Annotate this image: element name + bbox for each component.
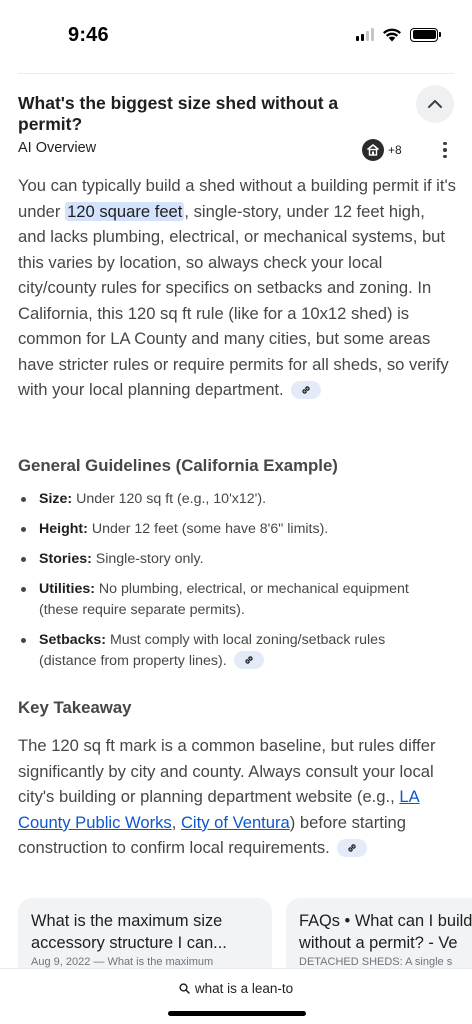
city-of-ventura-link[interactable]: City of Ventura bbox=[180, 812, 290, 832]
item-term: Height: bbox=[39, 521, 88, 537]
summary-text-2: , single-story, under 12 feet high, and lacks plumbing, electrical, or mechanical systems, but this varies by location, so always check your local city/county rules for specifics on setbacks and zoning. In California, this 120 sq ft rule (like for a 10x12 shed) is common for LA County and many cities, but some areas have stricter rules or require permits for all sheds, so verify with your local planning department. bbox=[18, 201, 449, 399]
list-item bbox=[18, 549, 438, 570]
list-item bbox=[18, 519, 438, 540]
citation-link-icon[interactable] bbox=[234, 651, 264, 669]
collapse-button[interactable] bbox=[416, 85, 454, 123]
item-text: No plumbing, electrical, or mechanical equipment (these require separate permits). bbox=[39, 581, 409, 618]
card-title-line1: What is the maximum size bbox=[31, 912, 223, 930]
takeaway-separator: , bbox=[171, 812, 181, 832]
item-text: Under 12 feet (some have 8'6" limits). bbox=[87, 521, 329, 537]
la-county-link[interactable]: LA County Public Works bbox=[18, 787, 420, 832]
takeaway-text-1: The 120 sq ft mark is a common baseline, but rules differ significantly by city and county. Always consult your local city's building or planning department website (e.g., bbox=[18, 736, 436, 806]
ai-overview-label: AI Overview bbox=[18, 140, 97, 156]
card-title-line2: without a permit? - Ve bbox=[299, 934, 458, 952]
status-bar bbox=[0, 0, 472, 64]
item-term: Setbacks: bbox=[39, 632, 107, 648]
question-heading: What's the biggest size shed without a permit? bbox=[18, 93, 339, 134]
status-icons bbox=[356, 27, 438, 42]
item-term: Stories: bbox=[39, 551, 92, 567]
item-text: Single-story only. bbox=[91, 551, 204, 567]
source-card[interactable] bbox=[286, 898, 472, 970]
source-count: +8 bbox=[388, 143, 402, 157]
battery-icon bbox=[410, 28, 438, 42]
takeaway-heading: Key Takeaway bbox=[18, 698, 132, 717]
more-options-icon[interactable] bbox=[438, 140, 452, 160]
citation-link-icon[interactable] bbox=[337, 839, 367, 857]
card-snippet: Aug 9, 2022 — What is the maximum bbox=[31, 956, 214, 968]
source-card[interactable] bbox=[18, 898, 272, 970]
sources-badge[interactable] bbox=[362, 139, 402, 161]
home-indicator[interactable] bbox=[168, 1011, 306, 1016]
top-divider bbox=[18, 73, 454, 74]
summary-paragraph bbox=[18, 173, 456, 403]
takeaway-text-2: ) before starting construction to confirm local requirements. bbox=[18, 812, 406, 857]
search-icon bbox=[179, 983, 190, 994]
card-snippet: DETACHED SHEDS: A single s bbox=[299, 956, 453, 968]
wifi-icon bbox=[382, 27, 402, 42]
card-title-line2: accessory structure I can... bbox=[31, 934, 227, 952]
bottom-search-bar bbox=[0, 968, 472, 1024]
guidelines-list bbox=[18, 489, 438, 681]
list-item bbox=[18, 579, 438, 621]
takeaway-paragraph bbox=[18, 733, 456, 861]
item-text: Under 120 sq ft (e.g., 10'x12'). bbox=[72, 491, 267, 507]
list-item bbox=[18, 489, 438, 510]
summary-text-1: You can typically build a shed without a building permit if it's under bbox=[18, 176, 456, 221]
item-term: Size: bbox=[39, 491, 73, 507]
source-cards bbox=[18, 898, 472, 970]
citation-link-icon[interactable] bbox=[291, 381, 321, 399]
chevron-up-icon bbox=[427, 99, 443, 109]
source-logo-icon bbox=[362, 139, 384, 161]
cellular-signal-icon bbox=[356, 28, 374, 41]
status-time: 9:46 bbox=[68, 24, 109, 46]
search-suggestion[interactable] bbox=[0, 981, 472, 996]
highlighted-phrase: 120 square feet bbox=[67, 201, 183, 221]
item-text: Must comply with local zoning/setback rules (distance from property lines). bbox=[39, 632, 386, 669]
item-term: Utilities: bbox=[39, 581, 95, 597]
card-title-line1: FAQs • What can I build bbox=[299, 912, 472, 930]
list-item bbox=[18, 630, 438, 672]
guidelines-heading: General Guidelines (California Example) bbox=[18, 456, 338, 475]
search-query: what is a lean-to bbox=[194, 981, 294, 996]
